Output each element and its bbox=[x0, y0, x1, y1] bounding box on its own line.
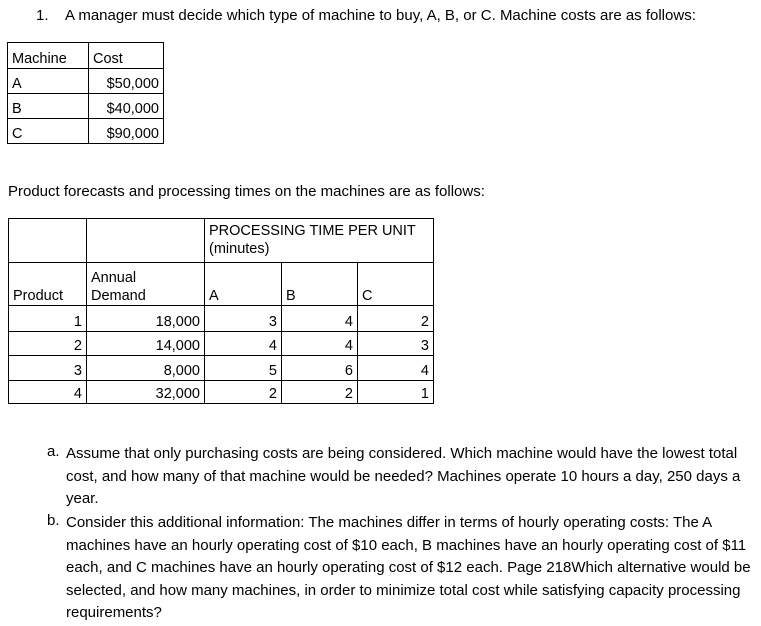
header-b: B bbox=[282, 263, 358, 306]
part-a-label: a. bbox=[47, 443, 60, 460]
cost-cell: $40,000 bbox=[89, 94, 164, 119]
question-text: A manager must decide which type of machine to buy, A, B, or C. Machine costs are as follows: bbox=[65, 7, 696, 24]
header-product: Product bbox=[9, 263, 87, 306]
machine-cost-table bbox=[7, 42, 164, 144]
table-row: 4 32,000 2 2 1 bbox=[9, 381, 434, 404]
empty-cell bbox=[9, 219, 87, 263]
table-row: 3 8,000 5 6 4 bbox=[9, 356, 434, 381]
cost-cell: $50,000 bbox=[89, 69, 164, 94]
machine-cell: A bbox=[8, 69, 89, 94]
header-c: C bbox=[358, 263, 434, 306]
machine-cell: C bbox=[8, 119, 89, 144]
table-row: 1 18,000 3 4 2 bbox=[9, 306, 434, 332]
cost-cell: $90,000 bbox=[89, 119, 164, 144]
part-a-text: Assume that only purchasing costs are being considered. Which machine would have the lowest total cost, and how many of that machine would be needed? Machines operate 10 hours a day, 250 days a year. bbox=[66, 445, 741, 507]
header-cost: Cost bbox=[89, 43, 164, 69]
processing-time-table bbox=[8, 218, 434, 404]
header-machine: Machine bbox=[8, 43, 89, 69]
part-b-label: b. bbox=[47, 512, 60, 529]
table-row: 2 14,000 4 4 3 bbox=[9, 332, 434, 356]
machine-cell: B bbox=[8, 94, 89, 119]
part-b-text: Consider this additional information: The machines differ in terms of hourly operating costs: The A machines have an hourly operating cost of $10 each, B machines have an hourly operating cost of $11 each, and C machines have an hourly operating cost of $12 each. Page 218Which alternative would be selected, and how many machines, in order to minimize total cost while satisfying capacity processing requirements? bbox=[66, 514, 751, 621]
header-a: A bbox=[205, 263, 282, 306]
question-number: 1. bbox=[36, 7, 49, 24]
header-annual-demand: Annual Demand bbox=[87, 263, 205, 306]
empty-cell bbox=[87, 219, 205, 263]
processing-time-header: PROCESSING TIME PER UNIT (minutes) bbox=[205, 219, 434, 263]
forecast-intro: Product forecasts and processing times on the machines are as follows: bbox=[8, 183, 485, 200]
